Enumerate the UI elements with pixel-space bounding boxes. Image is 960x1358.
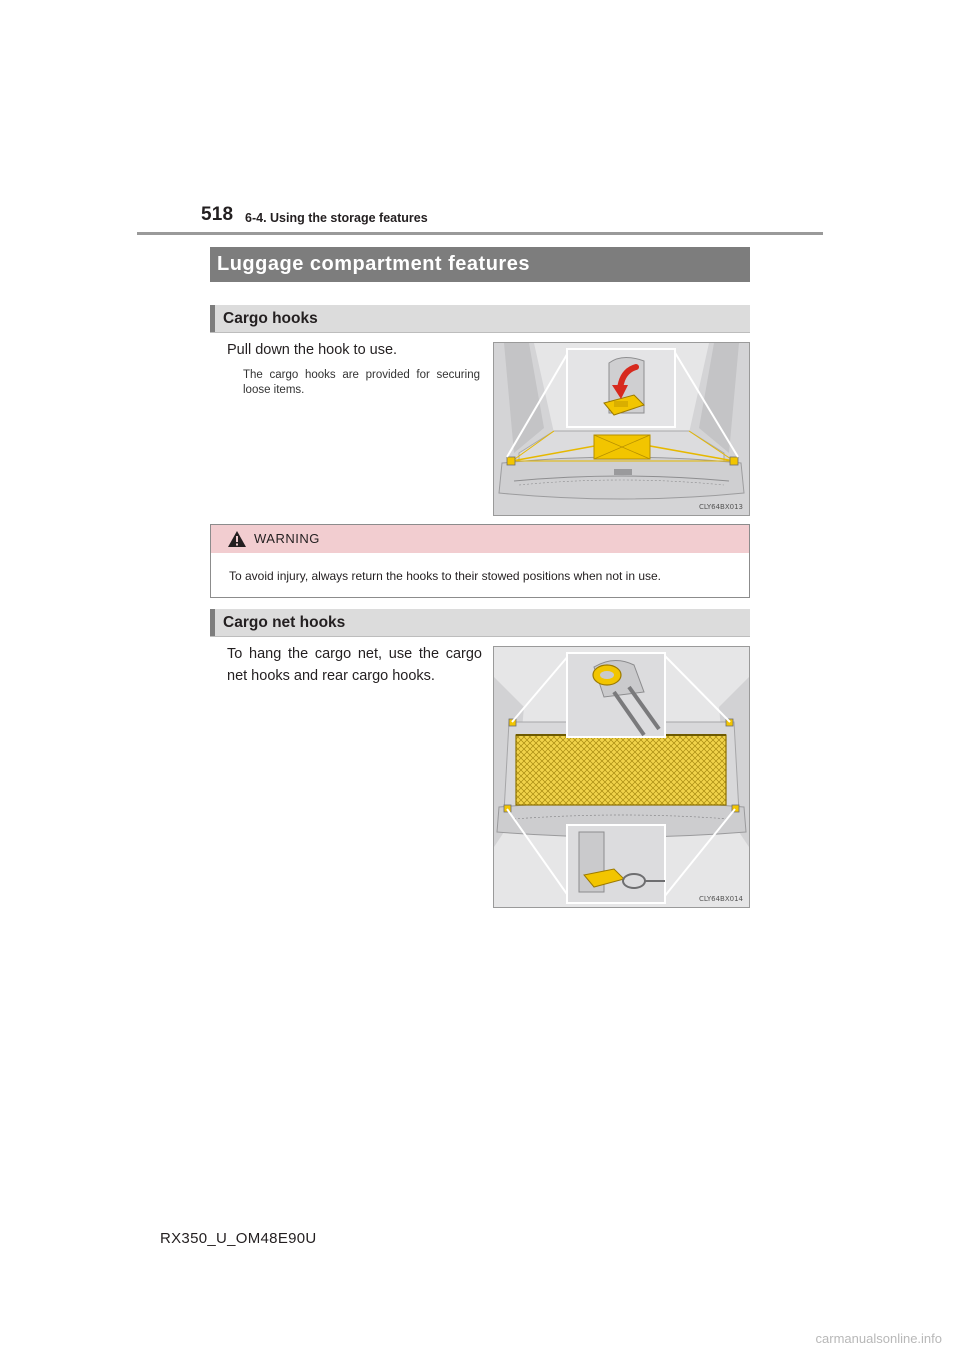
figure-code: CLY64BX013 [699, 503, 743, 511]
section-breadcrumb: 6-4. Using the storage features [245, 211, 428, 225]
cargo-hooks-drawing [494, 343, 749, 515]
warning-label: WARNING [254, 531, 320, 546]
warning-triangle-icon [227, 530, 247, 548]
warning-text: To avoid injury, always return the hooks to their stowed positions when not in use. [229, 569, 662, 583]
cargo-net-illustration [493, 646, 750, 908]
cargo-hooks-note: The cargo hooks are provided for securing loose items. [243, 369, 480, 396]
figure-code: CLY64BX014 [699, 895, 743, 903]
warning-box [210, 524, 750, 598]
warning-header [211, 525, 749, 553]
page-title: Luggage compartment features [210, 247, 750, 282]
header-rule [137, 232, 823, 235]
watermark: carmanualsonline.info [815, 1331, 942, 1346]
cargo-net-hooks-instruction: To hang the cargo net, use the cargo net hooks and rear cargo hooks. [227, 646, 482, 684]
footer-model-code: RX350_U_OM48E90U [160, 1230, 317, 1247]
cargo-net-drawing [494, 647, 749, 907]
cargo-hooks-illustration [493, 342, 750, 516]
page-number: 518 [201, 204, 234, 225]
cargo-hooks-heading: Cargo hooks [210, 305, 750, 333]
cargo-net-hooks-heading: Cargo net hooks [210, 609, 750, 637]
cargo-hooks-instruction: Pull down the hook to use. [227, 342, 398, 358]
